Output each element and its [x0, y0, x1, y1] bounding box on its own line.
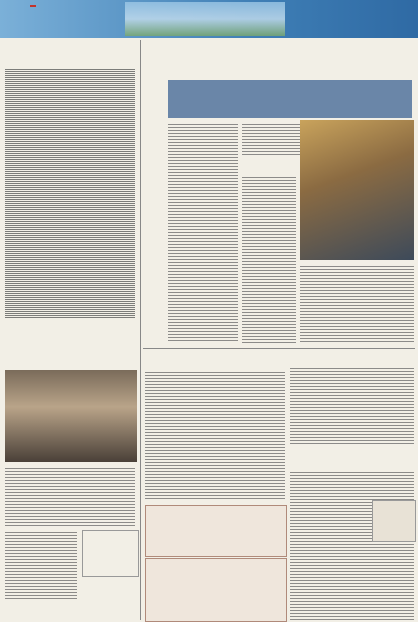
- feature-body-3: [242, 175, 296, 345]
- feature-body-1: [168, 122, 238, 342]
- article-body-left-mid: [5, 466, 135, 526]
- masthead-photo: [125, 2, 285, 36]
- center-box-1: [145, 505, 287, 557]
- center-rule: [143, 348, 415, 349]
- article-body-right-1: [290, 366, 414, 446]
- article-body-left-top: [5, 68, 135, 318]
- ad-box: [82, 530, 139, 577]
- center-box-2: [145, 558, 287, 622]
- section-label: [30, 5, 36, 7]
- article-body-left-lower: [5, 530, 77, 600]
- left-column-rule: [140, 40, 141, 620]
- feature-lead-box: [168, 80, 412, 118]
- article-photo-meeting: [5, 370, 137, 462]
- article-body-right-2: [290, 470, 414, 620]
- feature-body-4: [300, 264, 414, 344]
- article-body-center: [145, 370, 285, 500]
- right-info-box: [372, 500, 416, 542]
- feature-photo: [300, 120, 414, 260]
